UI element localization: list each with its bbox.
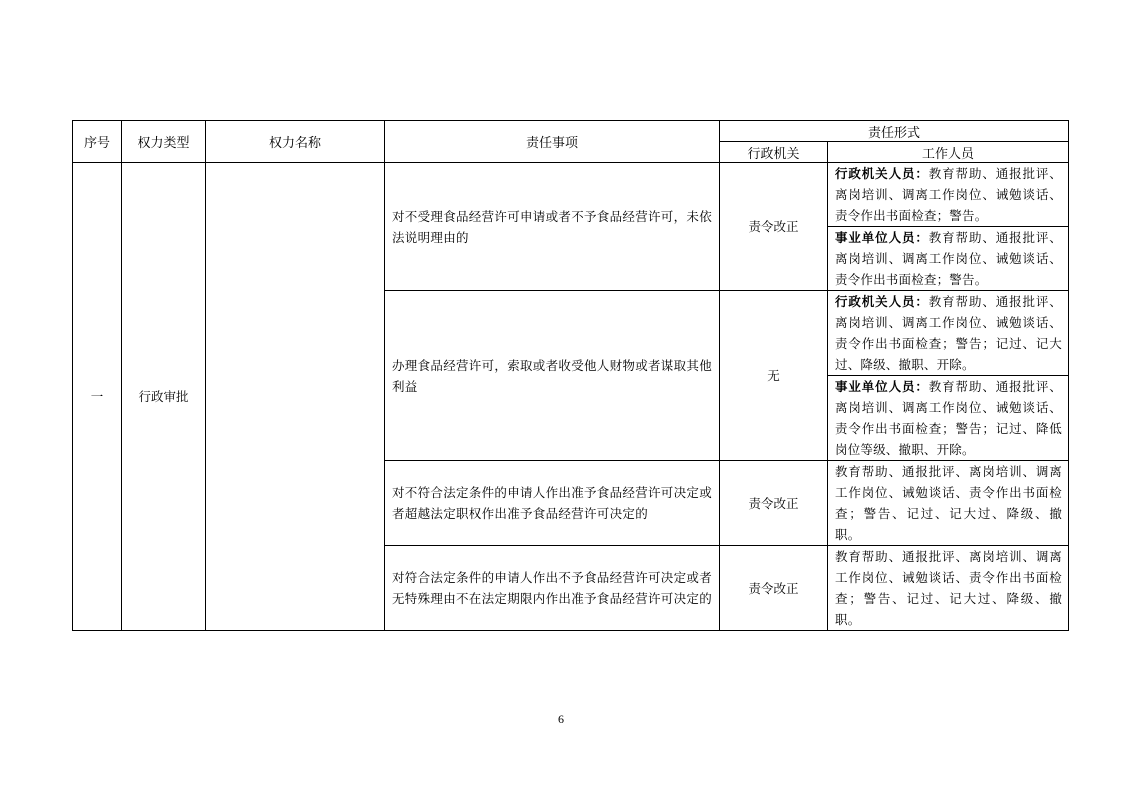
duty-item-1: 对不受理食品经营许可申请或者不予食品经营许可，未依法说明理由的 xyxy=(385,163,720,291)
staff-text: 教育帮助、通报批评、离岗培训、调离工作岗位、诫勉谈话、责令作出书面检查；警告；记过、记大过、降级、撤职、开除。 xyxy=(835,294,1063,372)
duty-item-2: 办理食品经营许可，索取或者收受他人财物或者谋取其他利益 xyxy=(385,291,720,461)
duty-item-3: 对不符合法定条件的申请人作出准予食品经营许可决定或者超越法定职权作出准予食品经营许可决定的 xyxy=(385,461,720,546)
staff-cell xyxy=(828,546,1069,631)
staff-cell xyxy=(828,163,1069,227)
admin-org-3: 责令改正 xyxy=(720,461,828,546)
header-duty-item: 责任事项 xyxy=(385,121,720,163)
header-power-type: 权力类型 xyxy=(122,121,206,163)
admin-org-4: 责令改正 xyxy=(720,546,828,631)
staff-text: 教育帮助、通报批评、离岗培训、调离工作岗位、诫勉谈话、责令作出书面检查；警告。 xyxy=(835,230,1063,287)
header-resp-form: 责任形式 xyxy=(720,121,1069,142)
staff-text: 教育帮助、通报批评、离岗培训、调离工作岗位、诫勉谈话、责令作出书面检查；警告。 xyxy=(835,166,1063,223)
group-seq: 一 xyxy=(73,163,122,631)
staff-label: 行政机关人员： xyxy=(835,166,929,181)
staff-cell xyxy=(828,376,1069,461)
responsibility-table-sheet xyxy=(72,120,1068,631)
staff-label: 事业单位人员： xyxy=(835,379,929,394)
admin-org-2: 无 xyxy=(720,291,828,461)
group-power-name xyxy=(206,163,385,631)
staff-cell xyxy=(828,291,1069,376)
admin-org-1: 责令改正 xyxy=(720,163,828,291)
header-power-name: 权力名称 xyxy=(206,121,385,163)
duty-item-4: 对符合法定条件的申请人作出不予食品经营许可决定或者无特殊理由不在法定期限内作出准予食品经营许可决定的 xyxy=(385,546,720,631)
header-admin-org: 行政机关 xyxy=(720,142,828,163)
staff-text: 教育帮助、通报批评、离岗培训、调离工作岗位、诫勉谈话、责令作出书面检查；警告、记过、记大过、降级、撤职。 xyxy=(835,464,1063,542)
header-staff: 工作人员 xyxy=(828,142,1069,163)
staff-text: 教育帮助、通报批评、离岗培训、调离工作岗位、诫勉谈话、责令作出书面检查；警告、记过、记大过、降级、撤职。 xyxy=(835,549,1063,627)
page-number: 6 xyxy=(558,712,564,726)
group-power-type: 行政审批 xyxy=(122,163,206,631)
staff-cell xyxy=(828,461,1069,546)
staff-label: 行政机关人员： xyxy=(835,294,929,309)
responsibility-table xyxy=(72,120,1069,631)
staff-label: 事业单位人员： xyxy=(835,230,929,245)
staff-text: 教育帮助、通报批评、离岗培训、调离工作岗位、诫勉谈话、责令作出书面检查；警告；记过、降低岗位等级、撤职、开除。 xyxy=(835,379,1063,457)
header-seq: 序号 xyxy=(73,121,122,163)
staff-cell xyxy=(828,227,1069,291)
